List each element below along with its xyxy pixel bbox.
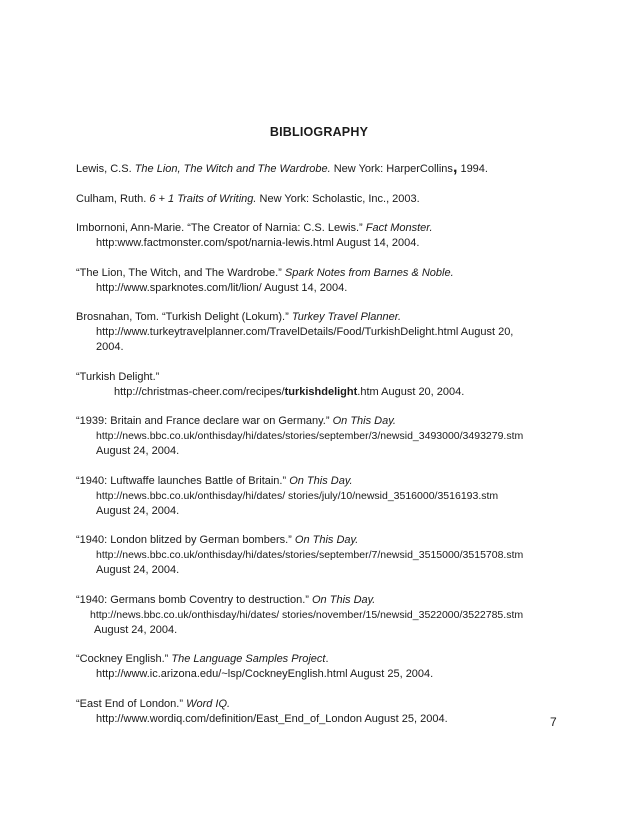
entry-title: Fact Monster. xyxy=(365,222,433,234)
bibliography-list xyxy=(76,159,576,741)
bibliography-entry xyxy=(76,159,576,177)
entry-date-line: August 24, 2004. xyxy=(94,623,178,636)
entry-title: On This Day. xyxy=(289,474,353,487)
bibliography-entry xyxy=(76,652,576,682)
entry-date-line: August 24, 2004. xyxy=(96,564,180,576)
entry-text: “The Lion, The Witch, and The Wardrobe.” xyxy=(76,266,285,279)
entry-title: 6 + 1 Traits of Writing. xyxy=(149,192,257,205)
page-title: BIBLIOGRAPHY xyxy=(269,125,369,139)
bibliography-entry xyxy=(76,533,576,578)
entry-text: Lewis, C.S. xyxy=(76,163,135,175)
entry-text: “1940: London blitzed by German bombers.” xyxy=(76,534,295,546)
entry-title: On This Day. xyxy=(312,593,376,606)
entry-date-line: August 24, 2004. xyxy=(96,504,180,517)
bibliography-entry xyxy=(76,474,576,519)
entry-url-line: http://www.sparknotes.com/lit/lion/ August 14, 2004. xyxy=(96,281,348,294)
entry-title: The Language Samples Project xyxy=(171,653,326,665)
entry-text: 1994. xyxy=(457,163,488,175)
bibliography-entry xyxy=(76,370,576,400)
entry-text: “Cockney English.” xyxy=(76,653,172,665)
entry-text: Brosnahan, Tom. “Turkish Delight (Lokum).” xyxy=(76,311,292,323)
entry-title: Spark Notes from Barnes & Noble. xyxy=(284,266,454,279)
entry-text: “1939: Britain and France declare war on Germany.” xyxy=(76,415,333,427)
entry-title: Word IQ. xyxy=(186,697,231,710)
entry-url-line: http://www.turkeytravelplanner.com/TravelDetails/Food/TurkishDelight.html August 20, xyxy=(96,326,514,338)
bibliography-entry xyxy=(76,310,576,355)
entry-text: . xyxy=(325,653,329,665)
entry-text: New York: Scholastic, Inc., 2003. xyxy=(256,192,420,205)
entry-url-line: http://news.bbc.co.uk/onthisday/hi/dates/ stories/july/10/newsid_3516000/3516193.stm xyxy=(96,489,499,502)
entry-text: Imbornoni, Ann-Marie. “The Creator of Narnia: C.S. Lewis.” xyxy=(76,222,366,234)
entry-title: The Lion, The Witch and The Wardrobe. xyxy=(134,163,331,175)
bibliography-entry xyxy=(76,192,576,207)
entry-url-tail: .htm August 20, 2004. xyxy=(357,385,465,398)
entry-url-line: http://news.bbc.co.uk/onthisday/hi/dates/stories/september/3/newsid_3493000/3493279.stm xyxy=(96,430,524,442)
entry-title: Turkey Travel Planner. xyxy=(291,311,402,323)
page-number: 7 xyxy=(550,715,557,729)
entry-url: http://christmas-cheer.com/recipes/ xyxy=(114,385,285,398)
entry-url-line: http://news.bbc.co.uk/onthisday/hi/dates/ stories/november/15/newsid_3522000/3522785.stm xyxy=(90,608,524,621)
entry-url-line: http:www.factmonster.com/spot/narnia-lewis.html August 14, 2004. xyxy=(96,237,420,249)
entry-text: “East End of London.” xyxy=(76,697,187,710)
bibliography-entry xyxy=(76,221,576,251)
entry-url-line: http://news.bbc.co.uk/onthisday/hi/dates/stories/september/7/newsid_3515000/3515708.stm xyxy=(96,549,524,561)
entry-url-line: http://www.ic.arizona.edu/~lsp/CockneyEnglish.html August 25, 2004. xyxy=(96,668,434,680)
entry-text: New York: HarperCollins xyxy=(330,163,453,175)
bibliography-entry xyxy=(76,697,576,727)
entry-comma: , xyxy=(452,159,458,176)
bibliography-entry xyxy=(76,266,576,296)
entry-date-line: 2004. xyxy=(96,341,124,353)
entry-text: Culham, Ruth. xyxy=(76,192,150,205)
entry-url-line xyxy=(76,385,576,400)
entry-text: “1940: Germans bomb Coventry to destruction.” xyxy=(76,593,312,606)
entry-title: On This Day. xyxy=(332,415,396,427)
entry-date-line: August 24, 2004. xyxy=(96,445,180,457)
entry-text: “Turkish Delight.” xyxy=(76,370,160,383)
entry-title: On This Day. xyxy=(294,534,359,546)
entry-text: “1940: Luftwaffe launches Battle of Britain.” xyxy=(76,474,290,487)
bibliography-entry xyxy=(76,593,576,638)
entry-url-bold: turkishdelight xyxy=(284,385,358,398)
entry-url-line: http://www.wordiq.com/definition/East_End_of_London August 25, 2004. xyxy=(96,712,448,725)
bibliography-entry xyxy=(76,414,576,459)
